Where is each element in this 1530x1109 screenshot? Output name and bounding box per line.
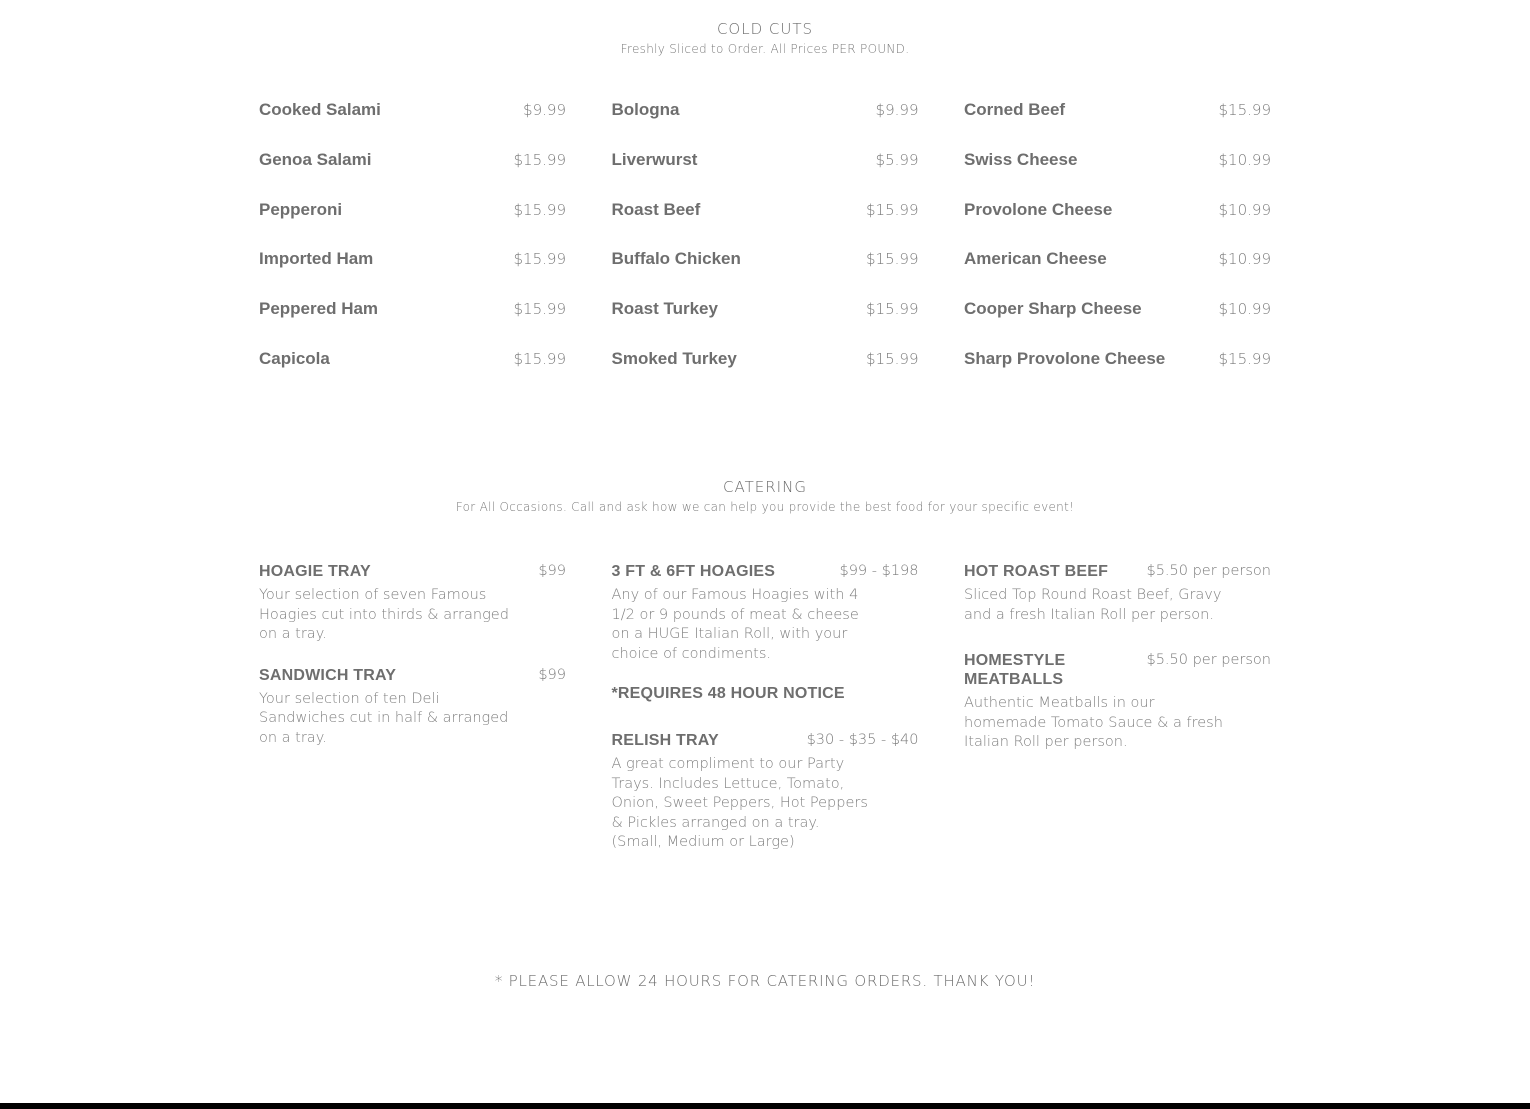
menu-item — [612, 299, 919, 349]
item-price: $15.99 — [1218, 349, 1271, 368]
item-price: $5.50 per person — [1146, 652, 1271, 668]
catering-header — [0, 478, 1530, 514]
catering-footer-note: * PLEASE ALLOW 24 HOURS FOR CATERING ORDERS. THANK YOU! — [494, 972, 1036, 990]
item-name: Cooper Sharp Cheese — [964, 299, 1142, 319]
catering-item — [612, 562, 919, 664]
cold-cuts-header — [0, 20, 1530, 56]
item-price: $15.99 — [513, 250, 566, 269]
item-price: $15.99 — [866, 200, 919, 219]
item-name: Buffalo Chicken — [611, 249, 741, 269]
menu-item — [964, 100, 1271, 150]
catering-item — [964, 651, 1271, 753]
item-name: American Cheese — [964, 249, 1107, 269]
cold-cuts-subtitle: Freshly Sliced to Order. All Prices PER POUND. — [620, 42, 910, 56]
item-price: $99 — [538, 563, 566, 579]
item-price: $10.99 — [1218, 250, 1271, 269]
menu-item — [612, 100, 919, 150]
catering-item — [964, 562, 1271, 625]
item-name: Smoked Turkey — [611, 348, 737, 368]
item-name: Corned Beef — [964, 100, 1066, 119]
item-name: Capicola — [259, 348, 330, 368]
item-name: HOAGIE TRAY — [259, 563, 371, 580]
menu-item — [964, 200, 1271, 250]
catering-column-2 — [612, 562, 919, 874]
item-price: $10.99 — [1218, 200, 1271, 219]
catering-item — [612, 731, 919, 853]
item-name: HOMESTYLE MEATBALLS — [964, 652, 1066, 688]
item-price: $15.99 — [513, 200, 566, 219]
item-price: $99 — [538, 666, 566, 683]
cold-cuts-menu — [259, 100, 1271, 399]
catering-subtitle: For All Occasions. Call and ask how we can help you provide the best food for your specific event! — [455, 500, 1075, 514]
menu-item — [612, 150, 919, 200]
menu-item — [964, 150, 1271, 200]
item-price: $15.99 — [513, 150, 566, 169]
menu-item — [964, 349, 1271, 399]
item-price: $15.99 — [513, 300, 566, 319]
item-name: 3 FT & 6FT HOAGIES — [611, 563, 776, 580]
item-name: SANDWICH TRAY — [259, 666, 397, 684]
item-name: Provolone Cheese — [964, 199, 1113, 219]
catering-menu — [259, 562, 1271, 874]
menu-item — [612, 249, 919, 299]
item-price: $5.50 per person — [1146, 563, 1271, 579]
menu-item — [259, 299, 566, 349]
item-price: $15.99 — [866, 250, 919, 269]
menu-item — [259, 249, 566, 299]
item-description: Your selection of seven Famous Hoagies cut into thirds & arranged on a tray. — [259, 587, 509, 642]
item-description: Authentic Meatballs in our homemade Tomato Sauce & a fresh Italian Roll per person. — [964, 695, 1223, 750]
item-price: $30 - $35 - $40 — [806, 732, 919, 748]
menu-item — [612, 349, 919, 399]
item-name: Roast Beef — [611, 199, 701, 219]
item-name: Sharp Provolone Cheese — [964, 348, 1166, 368]
menu-item — [964, 299, 1271, 349]
item-name: Imported Ham — [259, 249, 374, 269]
cold-cuts-column-3 — [964, 100, 1271, 399]
cold-cuts-column-2 — [612, 100, 919, 399]
cold-cuts-title: COLD CUTS — [716, 20, 814, 38]
item-price: $9.99 — [523, 101, 566, 119]
item-name: HOT ROAST BEEF — [964, 563, 1109, 580]
item-price: $15.99 — [513, 349, 566, 368]
menu-item — [612, 200, 919, 250]
item-name: Liverwurst — [611, 149, 698, 169]
item-name: Swiss Cheese — [964, 149, 1078, 169]
item-price: $15.99 — [1218, 101, 1271, 119]
item-price: $10.99 — [1218, 150, 1271, 169]
item-price: $5.99 — [875, 150, 919, 169]
catering-item — [259, 562, 566, 645]
item-price: $99 - $198 — [839, 563, 919, 579]
item-description: A great compliment to our Party Trays. Includes Lettuce, Tomato, Onion, Sweet Peppers, Hot Peppers & Pickles arranged on a tray. (Small, Medium or Large) — [611, 756, 868, 850]
catering-column-3 — [964, 562, 1271, 874]
catering-title: CATERING — [723, 478, 807, 496]
item-price: $15.99 — [866, 300, 919, 319]
item-price: $10.99 — [1218, 300, 1271, 319]
menu-item — [964, 249, 1271, 299]
item-name: Genoa Salami — [259, 149, 372, 169]
item-name: Pepperoni — [259, 199, 343, 219]
item-description: Your selection of ten Deli Sandwiches cut in half & arranged on a tray. — [259, 690, 509, 746]
item-name: Bologna — [611, 100, 680, 119]
notice-text: *REQUIRES 48 HOUR NOTICE — [611, 685, 845, 702]
menu-item — [259, 150, 566, 200]
menu-item — [259, 349, 566, 399]
item-name: Peppered Ham — [259, 299, 379, 319]
item-price: $9.99 — [875, 101, 919, 119]
bottom-bar — [0, 1103, 1530, 1109]
menu-item — [259, 200, 566, 250]
item-name: RELISH TRAY — [611, 732, 719, 749]
item-price: $15.99 — [866, 349, 919, 368]
item-description: Sliced Top Round Roast Beef, Gravy and a fresh Italian Roll per person. — [964, 587, 1222, 623]
cold-cuts-column-1 — [259, 100, 566, 399]
catering-column-1 — [259, 562, 566, 874]
item-name: Cooked Salami — [259, 100, 381, 119]
item-description: Any of our Famous Hoagies with 4 1/2 or 9 pounds of meat & cheese on a HUGE Italian Roll, with your choice of condiments. — [611, 587, 859, 662]
catering-item — [259, 666, 566, 749]
item-name: Roast Turkey — [611, 299, 718, 319]
menu-item — [259, 100, 566, 150]
